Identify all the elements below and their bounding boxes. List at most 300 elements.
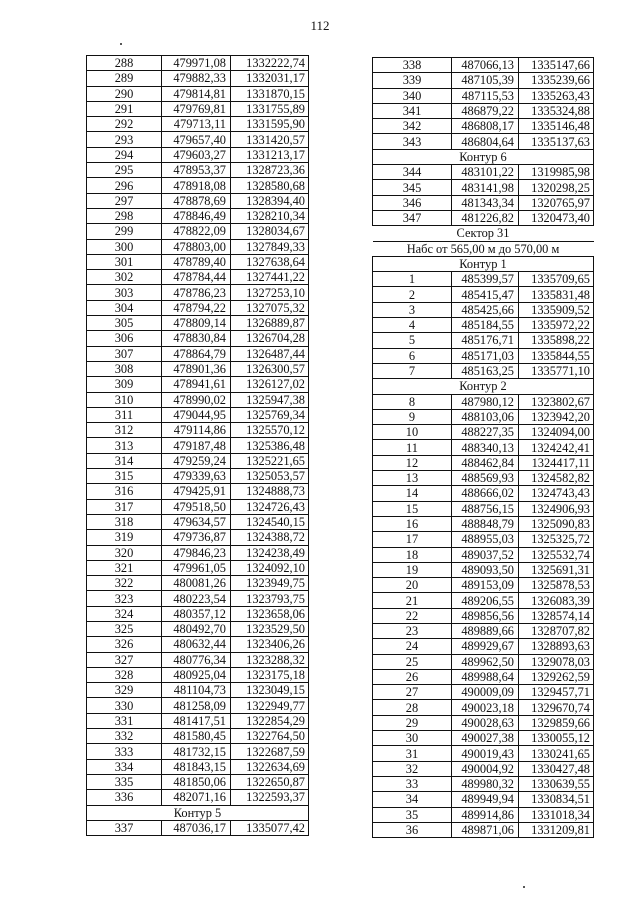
y-coordinate-cell: 1319985,98 [519,165,594,180]
x-coordinate-cell: 478809,14 [162,316,231,331]
x-coordinate-cell: 478990,02 [162,392,231,407]
point-number-cell: 328 [87,667,162,682]
table-row [373,287,594,302]
point-number-cell: 340 [373,88,452,103]
x-coordinate-cell: 490019,43 [452,746,519,761]
table-row [373,654,594,669]
x-coordinate-cell: 488955,03 [452,532,519,547]
table-row [373,318,594,333]
table-row [373,440,594,455]
table-row [373,455,594,470]
point-number-cell: 17 [373,532,452,547]
y-coordinate-cell: 1325532,74 [519,547,594,562]
section-heading: Сектор 31 [373,226,594,241]
table-row [373,58,594,73]
point-number-cell: 320 [87,545,162,560]
x-coordinate-cell: 483141,98 [452,180,519,195]
y-coordinate-cell: 1324238,49 [231,545,309,560]
x-coordinate-cell: 478794,22 [162,300,231,315]
table-row [87,224,309,239]
y-coordinate-cell: 1335898,22 [519,333,594,348]
point-number-cell: 10 [373,425,452,440]
table-row [373,73,594,88]
y-coordinate-cell: 1328580,68 [231,178,309,193]
point-number-cell: 28 [373,700,452,715]
x-coordinate-cell: 479603,27 [162,147,231,162]
table-row [373,623,594,638]
y-coordinate-cell: 1320473,40 [519,210,594,225]
x-coordinate-cell: 486808,17 [452,119,519,134]
x-coordinate-cell: 479114,86 [162,423,231,438]
table-row [373,562,594,577]
x-coordinate-cell: 488340,13 [452,440,519,455]
point-number-cell: 304 [87,300,162,315]
x-coordinate-cell: 479769,81 [162,101,231,116]
x-coordinate-cell: 485176,71 [452,333,519,348]
x-coordinate-cell: 480081,26 [162,576,231,591]
y-coordinate-cell: 1330834,51 [519,792,594,807]
y-coordinate-cell: 1330241,65 [519,746,594,761]
x-coordinate-cell: 490027,38 [452,731,519,746]
x-coordinate-cell: 481226,82 [452,210,519,225]
section-heading: Контур 2 [373,379,594,394]
table-row [373,746,594,761]
x-coordinate-cell: 486879,22 [452,103,519,118]
table-row [87,484,309,499]
x-coordinate-cell: 481417,51 [162,713,231,728]
x-coordinate-cell: 489962,50 [452,654,519,669]
table-row [87,56,309,71]
x-coordinate-cell: 489949,94 [452,792,519,807]
table-row [87,514,309,529]
x-coordinate-cell: 479518,50 [162,499,231,514]
point-number-cell: 19 [373,562,452,577]
x-coordinate-cell: 478830,84 [162,331,231,346]
x-coordinate-cell: 480632,44 [162,637,231,652]
table-row [87,438,309,453]
point-number-cell: 342 [373,119,452,134]
y-coordinate-cell: 1325769,34 [231,407,309,422]
point-number-cell: 16 [373,516,452,531]
point-number-cell: 313 [87,438,162,453]
table-row [373,807,594,822]
point-number-cell: 345 [373,180,452,195]
x-coordinate-cell: 487115,53 [452,88,519,103]
x-coordinate-cell: 479657,40 [162,132,231,147]
y-coordinate-cell: 1325053,57 [231,469,309,484]
point-number-cell: 35 [373,807,452,822]
y-coordinate-cell: 1322854,29 [231,713,309,728]
point-number-cell: 337 [87,820,162,835]
section-row [87,805,309,820]
x-coordinate-cell: 478864,79 [162,346,231,361]
table-row [87,361,309,376]
table-row [87,346,309,361]
table-row [87,652,309,667]
point-number-cell: 341 [373,103,452,118]
table-row [373,134,594,149]
y-coordinate-cell: 1331209,81 [519,822,594,837]
y-coordinate-cell: 1324743,43 [519,486,594,501]
x-coordinate-cell: 479425,91 [162,484,231,499]
y-coordinate-cell: 1323288,32 [231,652,309,667]
y-coordinate-cell: 1326704,28 [231,331,309,346]
y-coordinate-cell: 1335239,66 [519,73,594,88]
table-row [87,820,309,835]
y-coordinate-cell: 1323529,50 [231,621,309,636]
point-number-cell: 1 [373,272,452,287]
point-number-cell: 339 [373,73,452,88]
table-row [87,208,309,223]
y-coordinate-cell: 1325691,31 [519,562,594,577]
table-row [87,790,309,805]
y-coordinate-cell: 1335709,65 [519,272,594,287]
table-row [87,453,309,468]
x-coordinate-cell: 478878,69 [162,193,231,208]
table-row [373,333,594,348]
y-coordinate-cell: 1325386,48 [231,438,309,453]
point-number-cell: 30 [373,731,452,746]
point-number-cell: 2 [373,287,452,302]
point-number-cell: 338 [373,58,452,73]
point-number-cell: 18 [373,547,452,562]
table-row [373,501,594,516]
table-row [373,715,594,730]
table-row [87,316,309,331]
point-number-cell: 24 [373,639,452,654]
table-row [87,423,309,438]
x-coordinate-cell: 490009,09 [452,685,519,700]
y-coordinate-cell: 1320765,97 [519,195,594,210]
y-coordinate-cell: 1324540,15 [231,514,309,529]
y-coordinate-cell: 1323802,67 [519,394,594,409]
point-number-cell: 20 [373,578,452,593]
y-coordinate-cell: 1335147,66 [519,58,594,73]
y-coordinate-cell: 1332222,74 [231,56,309,71]
table-row [87,606,309,621]
x-coordinate-cell: 489037,52 [452,547,519,562]
point-number-cell: 298 [87,208,162,223]
y-coordinate-cell: 1326889,87 [231,316,309,331]
y-coordinate-cell: 1328893,63 [519,639,594,654]
x-coordinate-cell: 490028,63 [452,715,519,730]
x-coordinate-cell: 482071,16 [162,790,231,805]
point-number-cell: 29 [373,715,452,730]
point-number-cell: 290 [87,86,162,101]
section-heading: Контур 1 [373,256,594,271]
point-number-cell: 31 [373,746,452,761]
x-coordinate-cell: 483101,22 [452,165,519,180]
table-row [87,193,309,208]
y-coordinate-cell: 1323793,75 [231,591,309,606]
y-coordinate-cell: 1323942,20 [519,409,594,424]
scan-speck [523,886,525,888]
table-row [87,560,309,575]
table-row [87,713,309,728]
y-coordinate-cell: 1328394,40 [231,193,309,208]
x-coordinate-cell: 481258,09 [162,698,231,713]
y-coordinate-cell: 1327441,22 [231,270,309,285]
table-row [87,132,309,147]
point-number-cell: 326 [87,637,162,652]
y-coordinate-cell: 1335831,48 [519,287,594,302]
x-coordinate-cell: 489871,06 [452,822,519,837]
point-number-cell: 34 [373,792,452,807]
point-number-cell: 294 [87,147,162,162]
point-number-cell: 32 [373,761,452,776]
table-row [87,729,309,744]
y-coordinate-cell: 1322949,77 [231,698,309,713]
y-coordinate-cell: 1325947,38 [231,392,309,407]
point-number-cell: 8 [373,394,452,409]
y-coordinate-cell: 1335137,63 [519,134,594,149]
x-coordinate-cell: 489914,86 [452,807,519,822]
table-row [373,593,594,608]
y-coordinate-cell: 1323658,06 [231,606,309,621]
x-coordinate-cell: 487036,17 [162,820,231,835]
x-coordinate-cell: 480492,70 [162,621,231,636]
x-coordinate-cell: 486804,64 [452,134,519,149]
table-row [87,759,309,774]
x-coordinate-cell: 488756,15 [452,501,519,516]
point-number-cell: 288 [87,56,162,71]
table-row [373,210,594,225]
table-row [373,348,594,363]
section-row [373,226,594,241]
y-coordinate-cell: 1330427,48 [519,761,594,776]
y-coordinate-cell: 1331018,34 [519,807,594,822]
y-coordinate-cell: 1323949,75 [231,576,309,591]
table-row [373,394,594,409]
y-coordinate-cell: 1325325,72 [519,532,594,547]
x-coordinate-cell: 490023,18 [452,700,519,715]
x-coordinate-cell: 489093,50 [452,562,519,577]
y-coordinate-cell: 1324906,93 [519,501,594,516]
y-coordinate-cell: 1329859,66 [519,715,594,730]
point-number-cell: 321 [87,560,162,575]
section-row [373,241,594,256]
page-number: 112 [310,18,330,33]
x-coordinate-cell: 485425,66 [452,302,519,317]
point-number-cell: 4 [373,318,452,333]
table-row [87,407,309,422]
x-coordinate-cell: 478789,40 [162,254,231,269]
table-row [373,103,594,118]
point-number-cell: 343 [373,134,452,149]
table-row [87,499,309,514]
point-number-cell: 333 [87,744,162,759]
point-number-cell: 15 [373,501,452,516]
point-number-cell: 312 [87,423,162,438]
x-coordinate-cell: 478803,00 [162,239,231,254]
table-row [373,731,594,746]
point-number-cell: 295 [87,163,162,178]
table-row [87,698,309,713]
table-row [87,300,309,315]
point-number-cell: 306 [87,331,162,346]
x-coordinate-cell: 488227,35 [452,425,519,440]
table-row [373,180,594,195]
point-number-cell: 346 [373,195,452,210]
y-coordinate-cell: 1331755,89 [231,101,309,116]
table-row [87,71,309,86]
table-row [87,254,309,269]
table-row [87,239,309,254]
x-coordinate-cell: 488848,79 [452,516,519,531]
x-coordinate-cell: 485399,57 [452,272,519,287]
table-row [87,392,309,407]
x-coordinate-cell: 488462,84 [452,455,519,470]
table-row [87,331,309,346]
y-coordinate-cell: 1328034,67 [231,224,309,239]
table-row [87,101,309,116]
section-row [373,379,594,394]
x-coordinate-cell: 478784,44 [162,270,231,285]
point-number-cell: 9 [373,409,452,424]
y-coordinate-cell: 1335972,22 [519,318,594,333]
y-coordinate-cell: 1329457,71 [519,685,594,700]
x-coordinate-cell: 481580,45 [162,729,231,744]
point-number-cell: 310 [87,392,162,407]
y-coordinate-cell: 1328723,36 [231,163,309,178]
point-number-cell: 289 [87,71,162,86]
x-coordinate-cell: 489988,64 [452,669,519,684]
x-coordinate-cell: 489856,56 [452,608,519,623]
coordinates-table-right [372,57,594,838]
y-coordinate-cell: 1331595,90 [231,117,309,132]
table-row [373,578,594,593]
table-row [87,178,309,193]
x-coordinate-cell: 479713,11 [162,117,231,132]
point-number-cell: 22 [373,608,452,623]
point-number-cell: 308 [87,361,162,376]
y-coordinate-cell: 1335324,88 [519,103,594,118]
y-coordinate-cell: 1322687,59 [231,744,309,759]
x-coordinate-cell: 489153,09 [452,578,519,593]
x-coordinate-cell: 488666,02 [452,486,519,501]
table-row [87,576,309,591]
x-coordinate-cell: 479882,33 [162,71,231,86]
coordinates-table-left [86,55,309,836]
table-row [373,165,594,180]
point-number-cell: 292 [87,117,162,132]
point-number-cell: 307 [87,346,162,361]
y-coordinate-cell: 1323406,26 [231,637,309,652]
x-coordinate-cell: 479044,95 [162,407,231,422]
point-number-cell: 329 [87,683,162,698]
point-number-cell: 319 [87,530,162,545]
point-number-cell: 327 [87,652,162,667]
table-row [373,761,594,776]
y-coordinate-cell: 1325570,12 [231,423,309,438]
y-coordinate-cell: 1335844,55 [519,348,594,363]
point-number-cell: 301 [87,254,162,269]
table-row [373,195,594,210]
y-coordinate-cell: 1335909,52 [519,302,594,317]
y-coordinate-cell: 1327638,64 [231,254,309,269]
x-coordinate-cell: 487980,12 [452,394,519,409]
table-row [87,637,309,652]
x-coordinate-cell: 481843,15 [162,759,231,774]
table-row [373,302,594,317]
y-coordinate-cell: 1335263,43 [519,88,594,103]
point-number-cell: 14 [373,486,452,501]
point-number-cell: 302 [87,270,162,285]
section-row [373,256,594,271]
table-row [87,147,309,162]
x-coordinate-cell: 479846,23 [162,545,231,560]
table-row [373,88,594,103]
table-row [373,669,594,684]
point-number-cell: 332 [87,729,162,744]
point-number-cell: 299 [87,224,162,239]
y-coordinate-cell: 1324092,10 [231,560,309,575]
y-coordinate-cell: 1322764,50 [231,729,309,744]
x-coordinate-cell: 478941,61 [162,377,231,392]
y-coordinate-cell: 1329078,03 [519,654,594,669]
point-number-cell: 344 [373,165,452,180]
x-coordinate-cell: 481850,06 [162,774,231,789]
x-coordinate-cell: 490004,92 [452,761,519,776]
point-number-cell: 305 [87,316,162,331]
point-number-cell: 296 [87,178,162,193]
y-coordinate-cell: 1326300,57 [231,361,309,376]
y-coordinate-cell: 1322593,37 [231,790,309,805]
point-number-cell: 5 [373,333,452,348]
table-row [373,792,594,807]
point-number-cell: 26 [373,669,452,684]
point-number-cell: 331 [87,713,162,728]
y-coordinate-cell: 1328707,82 [519,623,594,638]
y-coordinate-cell: 1323175,18 [231,667,309,682]
point-number-cell: 330 [87,698,162,713]
point-number-cell: 325 [87,621,162,636]
table-row [373,685,594,700]
y-coordinate-cell: 1324582,82 [519,471,594,486]
table-row [373,532,594,547]
x-coordinate-cell: 489929,67 [452,639,519,654]
table-row [373,471,594,486]
x-coordinate-cell: 478901,36 [162,361,231,376]
point-number-cell: 336 [87,790,162,805]
point-number-cell: 318 [87,514,162,529]
point-number-cell: 314 [87,453,162,468]
x-coordinate-cell: 489980,32 [452,776,519,791]
point-number-cell: 311 [87,407,162,422]
x-coordinate-cell: 479259,24 [162,453,231,468]
y-coordinate-cell: 1330639,55 [519,776,594,791]
y-coordinate-cell: 1324094,00 [519,425,594,440]
x-coordinate-cell: 489889,66 [452,623,519,638]
y-coordinate-cell: 1329670,74 [519,700,594,715]
x-coordinate-cell: 480223,54 [162,591,231,606]
y-coordinate-cell: 1324242,41 [519,440,594,455]
x-coordinate-cell: 485163,25 [452,363,519,378]
y-coordinate-cell: 1325221,65 [231,453,309,468]
x-coordinate-cell: 479971,08 [162,56,231,71]
table-row [373,119,594,134]
x-coordinate-cell: 479187,48 [162,438,231,453]
table-row [373,547,594,562]
y-coordinate-cell: 1335077,42 [231,820,309,835]
x-coordinate-cell: 487066,13 [452,58,519,73]
x-coordinate-cell: 478786,23 [162,285,231,300]
y-coordinate-cell: 1324888,73 [231,484,309,499]
point-number-cell: 3 [373,302,452,317]
point-number-cell: 293 [87,132,162,147]
table-row [373,425,594,440]
table-row [87,683,309,698]
